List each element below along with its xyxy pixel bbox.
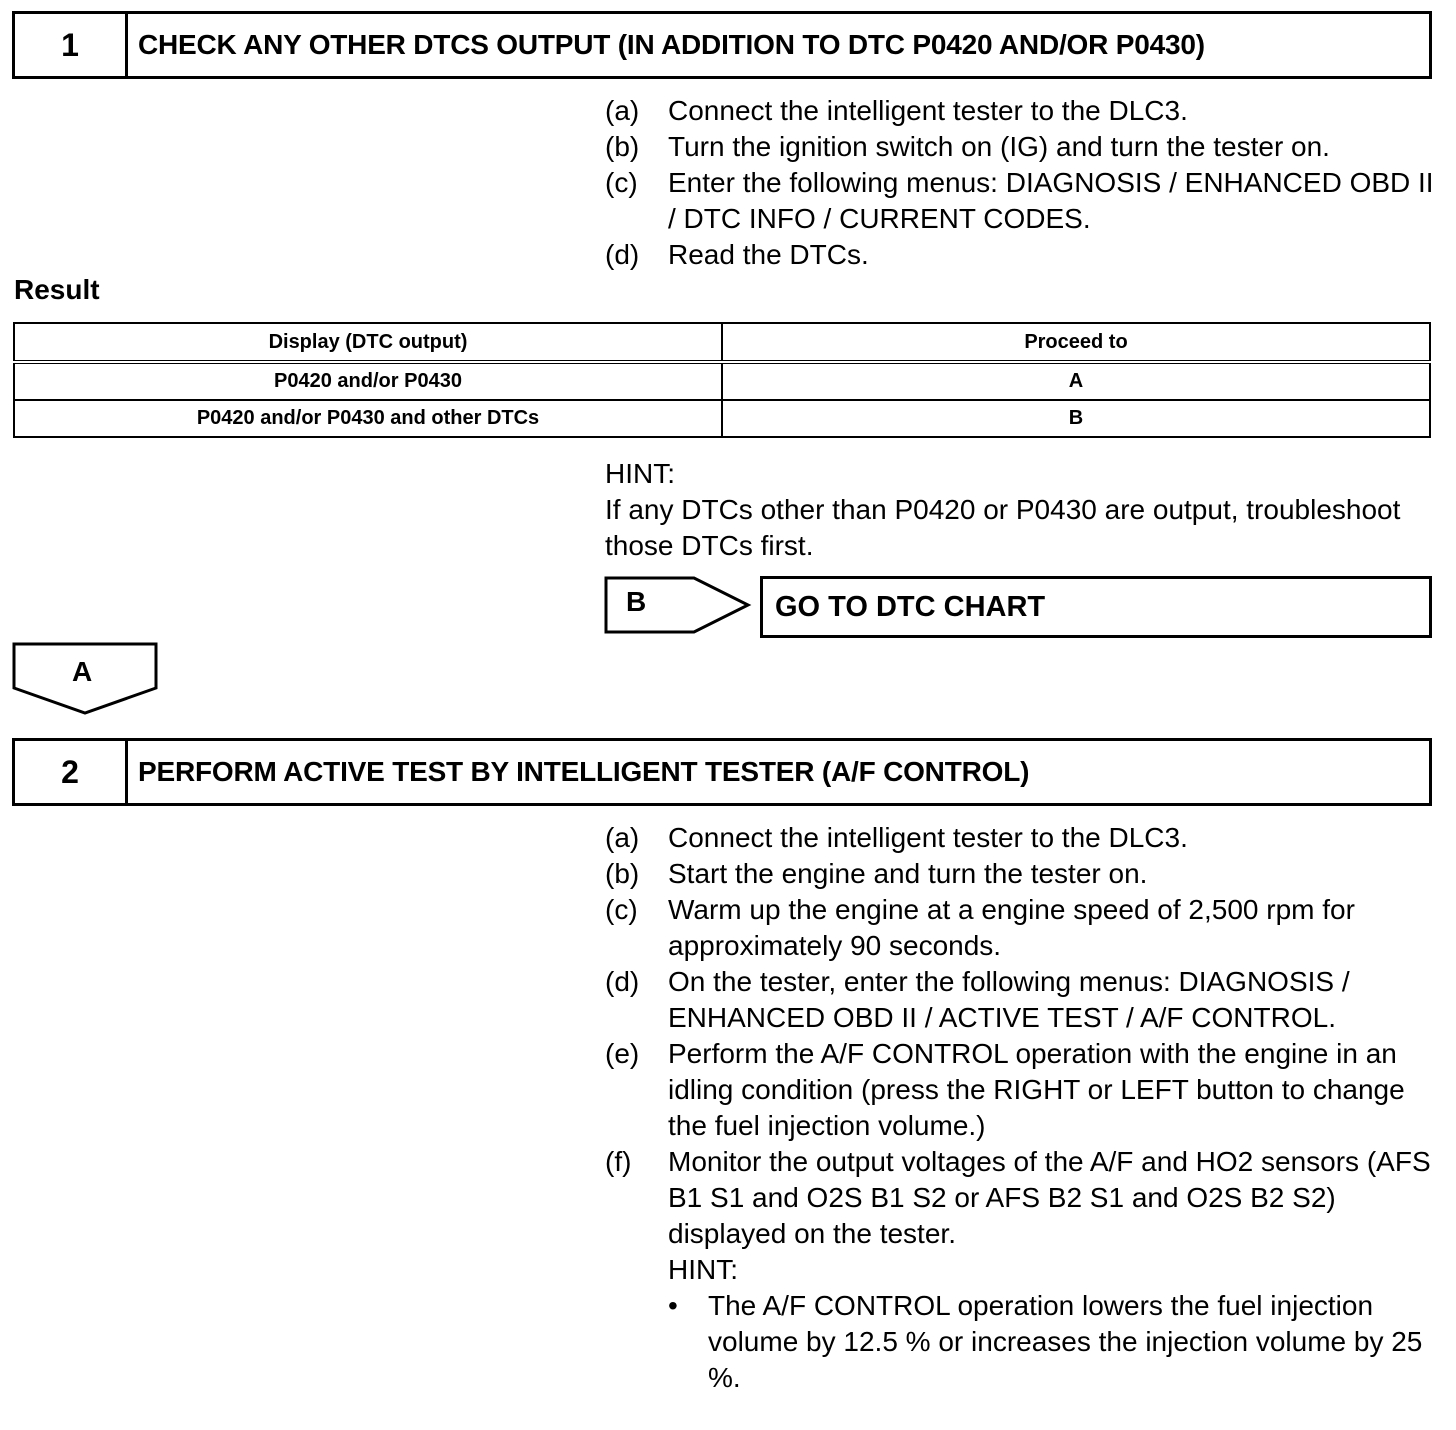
instruction-label: (b) <box>605 858 640 889</box>
instruction-text <box>668 1144 1435 1396</box>
instruction-label: (b) <box>605 131 640 162</box>
table-row <box>14 362 1430 400</box>
hint-bullet <box>668 1288 1435 1396</box>
step-1-title: CHECK ANY OTHER DTCS OUTPUT (IN ADDITION TO DTC P0420 AND/OR P0430) <box>138 29 1205 60</box>
table-header-row <box>14 323 1430 362</box>
branch-a-label: A <box>72 656 93 687</box>
instruction-item <box>605 129 1435 165</box>
instruction-text: Connect the intelligent tester to the DLC3. <box>668 822 1188 853</box>
instruction-item <box>605 165 1435 237</box>
hint-block <box>605 456 1425 564</box>
hint-text: If any DTCs other than P0420 or P0430 are output, troubleshoot those DTCs first. <box>605 494 1401 561</box>
branch-b-label: B <box>626 586 647 617</box>
instruction-text: On the tester, enter the following menus: DIAGNOSIS / ENHANCED OBD II / ACTIVE TEST / A/F CONTROL. <box>668 966 1350 1033</box>
step-1-header <box>12 11 1432 79</box>
instruction-label: (f) <box>605 1146 632 1177</box>
step-2-number: 2 <box>15 741 128 803</box>
instruction-item <box>605 1144 1435 1396</box>
instruction-label: (a) <box>605 822 640 853</box>
instruction-text: Turn the ignition switch on (IG) and turn the tester on. <box>668 131 1330 162</box>
result-table <box>13 322 1431 438</box>
step-1-number: 1 <box>15 14 128 76</box>
table-cell: A <box>722 362 1430 400</box>
instruction-item <box>605 93 1435 129</box>
instruction-label: (c) <box>605 167 638 198</box>
hint-title: HINT: <box>605 458 675 489</box>
instruction-item <box>605 856 1435 892</box>
instruction-label: (d) <box>605 239 640 270</box>
instruction-text: Start the engine and turn the tester on. <box>668 858 1148 889</box>
instruction-item <box>605 1036 1435 1144</box>
step-1-instructions <box>605 93 1435 273</box>
instruction-label: (c) <box>605 894 638 925</box>
instruction-text: Enter the following menus: DIAGNOSIS / ENHANCED OBD II / DTC INFO / CURRENT CODES. <box>668 167 1434 234</box>
go-to-dtc-chart-box[interactable]: GO TO DTC CHART <box>760 576 1432 638</box>
instruction-text: Connect the intelligent tester to the DLC3. <box>668 95 1188 126</box>
step-2-header <box>12 738 1432 806</box>
result-heading: Result <box>14 274 100 305</box>
instruction-label: (e) <box>605 1038 640 1069</box>
column-header: Display (DTC output) <box>14 323 722 362</box>
instruction-item <box>605 892 1435 964</box>
hint-bullet-text: The A/F CONTROL operation lowers the fuel injection volume by 12.5 % or increases the injection volume by 25 %. <box>708 1290 1423 1393</box>
instruction-label: (d) <box>605 966 640 997</box>
instruction-text: Perform the A/F CONTROL operation with the engine in an idling condition (press the RIGHT or LEFT button to change the fuel injection volume.) <box>668 1038 1405 1141</box>
instruction-text-body: Monitor the output voltages of the A/F and HO2 sensors (AFS B1 S1 and O2S B1 S2 or AFS B2 S1 and O2S B2 S2) displayed on the tester. <box>668 1146 1431 1249</box>
instruction-item <box>605 964 1435 1036</box>
column-header: Proceed to <box>722 323 1430 362</box>
table-cell: P0420 and/or P0430 and other DTCs <box>14 400 722 437</box>
instruction-text: Warm up the engine at a engine speed of 2,500 rpm for approximately 90 seconds. <box>668 894 1355 961</box>
step-2-instructions <box>605 820 1435 1396</box>
instruction-text: Read the DTCs. <box>668 239 869 270</box>
table-cell: P0420 and/or P0430 <box>14 362 722 400</box>
instruction-label: (a) <box>605 95 640 126</box>
table-row <box>14 400 1430 437</box>
hint-title: HINT: <box>668 1254 738 1285</box>
step-2-title: PERFORM ACTIVE TEST BY INTELLIGENT TESTER (A/F CONTROL) <box>138 756 1030 787</box>
instruction-item <box>605 237 1435 273</box>
instruction-item <box>605 820 1435 856</box>
table-cell: B <box>722 400 1430 437</box>
bullet-icon: • <box>668 1290 678 1321</box>
